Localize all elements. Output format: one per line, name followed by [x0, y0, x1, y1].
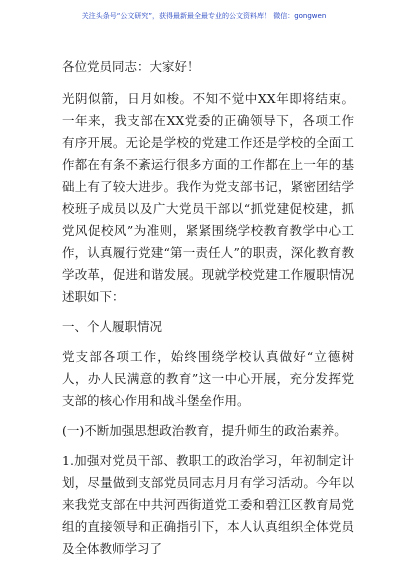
item-paragraph: 1.加强对党员干部、教职工的政治学习，年初制定计划，尽量做到支部党员同志月月有学习活动。今年以来我党支部在中共河西街道党工委和碧江区教育局党组的直接领导和正确指引下，本人认真组织全体党员及全体教师学习了 [62, 453, 354, 556]
document-body [62, 56, 354, 568]
intro-paragraph: 光阴似箭，日月如梭。不知不觉中XX年即将结束。一年来，我支部在XX党委的正确领导下，各项工作有序开展。无论是学校的党建工作还是学校的全面工作都在有条不紊运行很多方面的工作都在上一年的基础上有了较大进步。我作为党支部书记，紧密团结学校班子成员以及广大党员干部以“抓党建促校建，抓党风促校风”为准则，紧紧围绕学校教育教学中心工作，认真履行党建“第一责任人”的职责，深化教育教学改革，促进和谐发展。现就学校党建工作履职情况述职如下： [62, 91, 354, 304]
section-heading: 一、个人履职情况 [62, 319, 163, 334]
header-banner: 关注头条号“公文研究”，获得最新最全最专业的公文资料库！ 微信：gongwen [81, 12, 327, 20]
subsection-heading: (一)不断加强思想政治教育，提升师生的政治素养。 [62, 423, 347, 438]
greeting: 各位党员同志：大家好！ [62, 59, 200, 74]
section-paragraph: 党支部各项工作，始终围绕学校认真做好“立德树人，办人民满意的教育”这一中心开展，充分发挥党支部的核心作用和战斗堡垒作用。 [62, 349, 354, 408]
